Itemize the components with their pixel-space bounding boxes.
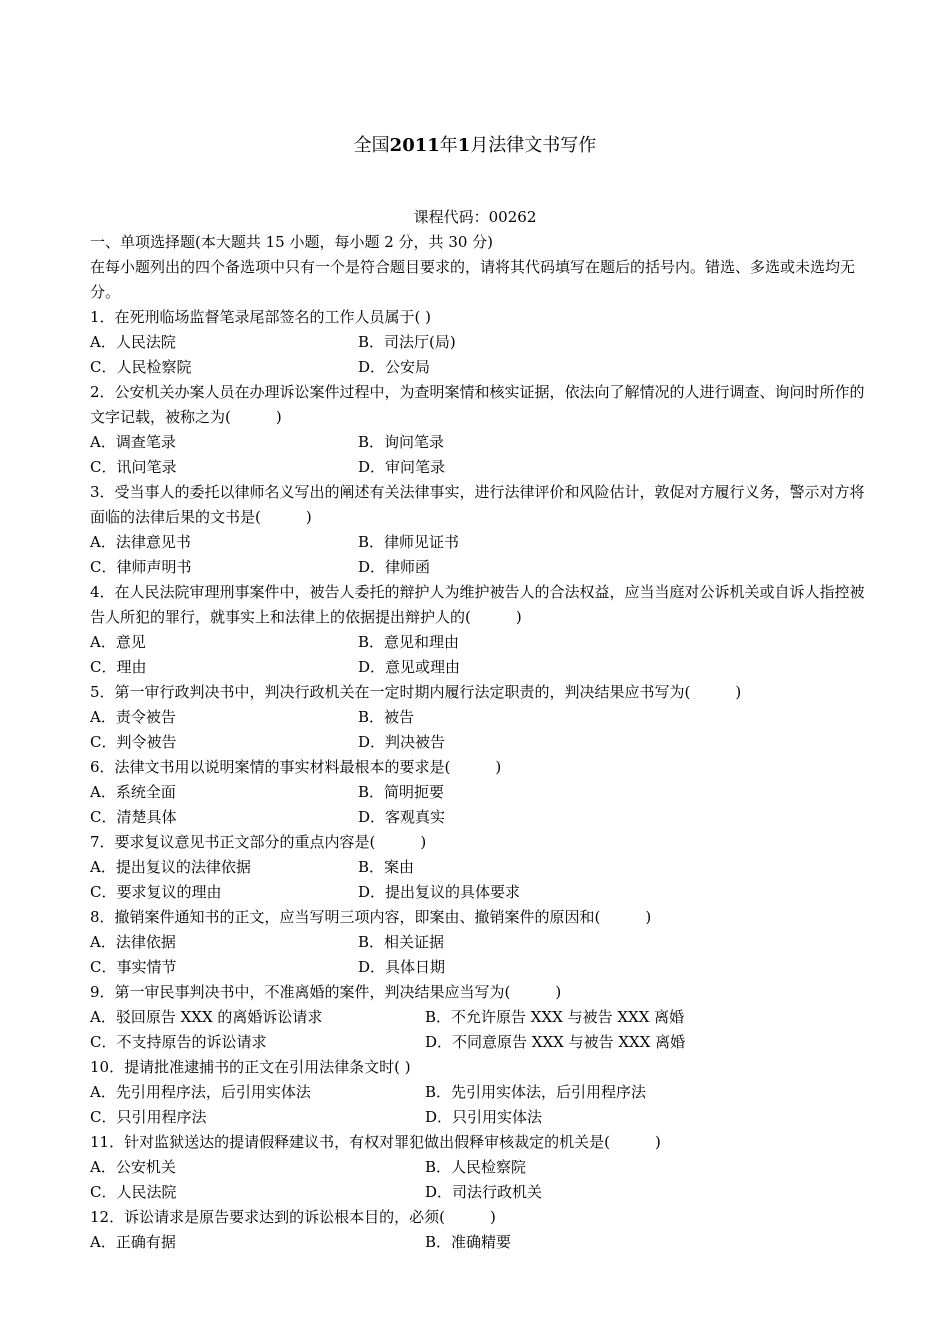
option-row [90, 530, 865, 555]
option-row [90, 705, 865, 730]
option-row [90, 1080, 865, 1105]
question-text: 7．要求复议意见书正文部分的重点内容是( ) [90, 833, 427, 851]
option: D．提出复议的具体要求 [358, 883, 521, 901]
option-row [90, 1005, 865, 1030]
option: C．事实情节 [90, 958, 177, 976]
option: D．意见或理由 [358, 658, 461, 676]
question-text: 1．在死刑临场监督笔录尾部签名的工作人员属于( ) [90, 308, 432, 326]
exam-title [0, 134, 950, 158]
title-subject: 月法律文书写作 [470, 135, 597, 156]
option-row [90, 630, 865, 655]
option-row [90, 930, 865, 955]
option: A．法律依据 [90, 933, 176, 951]
question-text: 5．第一审行政判决书中，判决行政机关在一定时期内履行法定职责的，判决结果应书写为( ) [90, 683, 742, 701]
option: D．律师函 [358, 558, 431, 576]
option: A．提出复议的法律依据 [90, 858, 251, 876]
option: B．准确精要 [425, 1233, 512, 1251]
option: C．讯问笔录 [90, 458, 177, 476]
course-code: 课程代码：00262 [413, 208, 537, 226]
option: A．责令被告 [90, 708, 176, 726]
title-year-suffix: 年 [439, 135, 458, 156]
question-text: 8．撤销案件通知书的正文，应当写明三项内容，即案由、撤销案件的原因和( ) [90, 908, 652, 926]
option: B．司法厅(局) [358, 333, 456, 351]
question-text: 2．公安机关办案人员在办理诉讼案件过程中，为查明案情和核实证据，依法向了解情况的人进行调查、询问时所作的文字记载，被称之为( ) [90, 383, 865, 426]
option: C．只引用程序法 [90, 1108, 207, 1126]
option-row [90, 430, 865, 455]
option: D．具体日期 [358, 958, 446, 976]
option: B．被告 [358, 708, 415, 726]
option: B．不允许原告 XXX 与被告 XXX 离婚 [425, 1008, 685, 1026]
option: C．要求复议的理由 [90, 883, 222, 901]
option-row [90, 1105, 865, 1130]
option-row [90, 455, 865, 480]
option: B．人民检察院 [425, 1158, 527, 1176]
option: D．司法行政机关 [425, 1183, 543, 1201]
option-row [90, 855, 865, 880]
option: B．意见和理由 [358, 633, 460, 651]
option: B．简明扼要 [358, 783, 445, 801]
question-text: 6．法律文书用以说明案情的事实材料最根本的要求是( ) [90, 758, 502, 776]
option: C．律师声明书 [90, 558, 192, 576]
option: A．系统全面 [90, 783, 176, 801]
option-row [90, 1180, 865, 1205]
option: B．询问笔录 [358, 433, 445, 451]
option-row [90, 805, 865, 830]
option: D．审问笔录 [358, 458, 446, 476]
option-row [90, 330, 865, 355]
option: D．只引用实体法 [425, 1108, 543, 1126]
option: B．律师见证书 [358, 533, 460, 551]
option-row [90, 880, 865, 905]
option: A．正确有据 [90, 1233, 176, 1251]
option: B．先引用实体法，后引用程序法 [425, 1083, 647, 1101]
question-text: 3．受当事人的委托以律师名义写出的阐述有关法律事实，进行法律评价和风险估计，敦促对方履行义务，警示对方将面临的法律后果的文书是( ) [90, 483, 865, 526]
option: B．案由 [358, 858, 415, 876]
option: C．人民检察院 [90, 358, 192, 376]
option: A．调查笔录 [90, 433, 176, 451]
section-heading: 一、单项选择题(本大题共 15 小题，每小题 2 分，共 30 分) [90, 233, 494, 251]
option: A．法律意见书 [90, 533, 191, 551]
section-instruction: 在每小题列出的四个备选项中只有一个是符合题目要求的，请将其代码填写在题后的括号内。错选、多选或未选均无分。 [90, 258, 856, 301]
option-row [90, 355, 865, 380]
option: D．客观真实 [358, 808, 446, 826]
title-month: 1 [457, 135, 471, 156]
option-row [90, 555, 865, 580]
option: C．判令被告 [90, 733, 177, 751]
question-text: 4．在人民法院审理刑事案件中，被告人委托的辩护人为维护被告人的合法权益，应当当庭对公诉机关或自诉人指控被告人所犯的罪行，就事实上和法律上的依据提出辩护人的( ) [90, 583, 865, 626]
option: A．人民法院 [90, 333, 176, 351]
option-row [90, 780, 865, 805]
option: C．清楚具体 [90, 808, 177, 826]
option: D．判决被告 [358, 733, 446, 751]
option: A．意见 [90, 633, 146, 651]
option: C．理由 [90, 658, 147, 676]
option-row [90, 1155, 865, 1180]
option-row [90, 655, 865, 680]
option: A．驳回原告 XXX 的离婚诉讼请求 [90, 1008, 323, 1026]
question-text: 10．提请批准逮捕书的正文在引用法律条文时( ) [90, 1058, 411, 1076]
option: C．不支持原告的诉讼请求 [90, 1033, 267, 1051]
option: C．人民法院 [90, 1183, 177, 1201]
question-text: 11．针对监狱送达的提请假释建议书，有权对罪犯做出假释审核裁定的机关是( ) [90, 1133, 661, 1151]
title-prefix: 全国 [353, 135, 390, 156]
option-row [90, 955, 865, 980]
option: B．相关证据 [358, 933, 445, 951]
option-row [90, 730, 865, 755]
option-row [90, 1230, 865, 1255]
option-row [90, 1030, 865, 1055]
option: D．不同意原告 XXX 与被告 XXX 离婚 [425, 1033, 686, 1051]
title-year: 2011 [389, 135, 440, 156]
option: A．先引用程序法，后引用实体法 [90, 1083, 311, 1101]
question-text: 12．诉讼请求是原告要求达到的诉讼根本目的，必须( ) [90, 1208, 496, 1226]
option: D．公安局 [358, 358, 431, 376]
question-text: 9．第一审民事判决书中，不准离婚的案件，判决结果应当写为( ) [90, 983, 562, 1001]
exam-content [90, 230, 865, 1255]
option: A．公安机关 [90, 1158, 176, 1176]
